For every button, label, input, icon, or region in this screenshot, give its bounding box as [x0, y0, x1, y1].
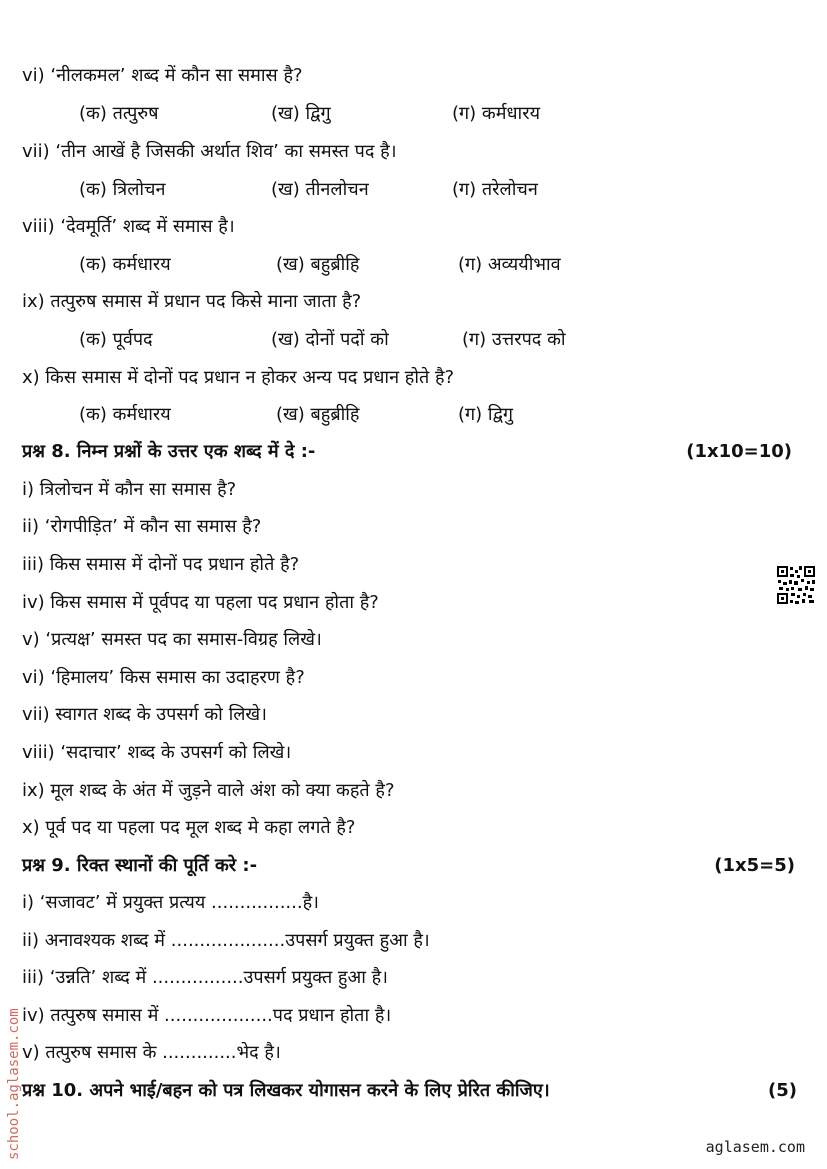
question-8-heading: प्रश्न 8. निम्न प्रश्नों के उत्तर एक शब्द में दे :- [22, 441, 316, 462]
option-ga: (ग) कर्मधारय [452, 103, 541, 124]
option-ka: (क) पूर्वपद [79, 329, 153, 350]
option-ka: (क) त्रिलोचन [79, 179, 166, 200]
q8-item-i: i) त्रिलोचन में कौन सा समास है? [22, 479, 237, 500]
question-10-marks: (5) [768, 1080, 797, 1101]
q8-item-x: x) पूर्व पद या पहला पद मूल शब्द मे कहा लगते है? [22, 817, 356, 838]
question-ix: ix) तत्पुरुष समास में प्रधान पद किसे माना जाता है? [22, 291, 362, 312]
q8-item-vi: vi) ‘हिमालय’ किस समास का उदाहरण है? [22, 667, 305, 688]
q8-item-iii: iii) किस समास में दोनों पद प्रधान होते है? [22, 554, 300, 575]
q9-item-iv: iv) तत्पुरुष समास में ...................पद प्रधान होता है। [22, 1005, 392, 1026]
option-ga: (ग) अव्ययीभाव [458, 254, 561, 275]
question-vii: vii) ‘तीन आखें है जिसकी अर्थात शिव’ का समस्त पद है। [22, 141, 397, 162]
option-kha: (ख) बहुब्रीहि [276, 404, 360, 425]
footer-watermark: aglasem.com [705, 1138, 805, 1156]
q8-item-viii: viii) ‘सदाचार’ शब्द के उपसर्ग को लिखे। [22, 742, 292, 763]
side-watermark [6, 960, 26, 1160]
q9-item-v: v) तत्पुरुष समास के .............भेद है। [22, 1042, 281, 1063]
q9-item-iii: iii) ‘उन्नति’ शब्द में ................उपसर्ग प्रयुक्त हुआ है। [22, 967, 388, 988]
question-viii: viii) ‘देवमूर्ति’ शब्द में समास है। [22, 216, 235, 237]
qr-code-icon [776, 565, 816, 605]
option-kha: (ख) तीनलोचन [271, 179, 369, 200]
q8-item-iv: iv) किस समास में पूर्वपद या पहला पद प्रधान होता है? [22, 592, 379, 613]
option-kha: (ख) द्विगु [271, 103, 331, 124]
q9-item-ii: ii) अनावश्यक शब्द में ....................उपसर्ग प्रयुक्त हुआ है। [22, 930, 430, 951]
option-ka: (क) कर्मधारय [79, 254, 171, 275]
option-ka: (क) तत्पुरुष [79, 103, 159, 124]
question-9-heading: प्रश्न 9. रिक्त स्थानों की पूर्ति करे :- [22, 855, 258, 876]
option-ga: (ग) द्विगु [458, 404, 514, 425]
option-kha: (ख) बहुब्रीहि [276, 254, 360, 275]
option-ga: (ग) तरेलोचन [452, 179, 538, 200]
q9-item-i: i) ‘सजावट’ में प्रयुक्त प्रत्यय ................है। [22, 892, 319, 913]
side-watermark-text: school.aglasem.com [6, 1008, 22, 1160]
q8-item-ii: ii) ‘रोगपीड़ित’ में कौन सा समास है? [22, 516, 262, 537]
q8-item-vii: vii) स्वागत शब्द के उपसर्ग को लिखे। [22, 704, 267, 725]
question-8-marks: (1x10=10) [686, 441, 792, 462]
q8-item-v: v) ‘प्रत्यक्ष’ समस्त पद का समास-विग्रह लिखे। [22, 629, 322, 650]
option-ga: (ग) उत्तरपद को [462, 329, 566, 350]
option-ka: (क) कर्मधारय [79, 404, 171, 425]
question-9-marks: (1x5=5) [714, 855, 795, 876]
q8-item-ix: ix) मूल शब्द के अंत में जुड़ने वाले अंश को क्या कहते है? [22, 780, 395, 801]
question-vi: vi) ‘नीलकमल’ शब्द में कौन सा समास है? [22, 65, 303, 86]
option-kha: (ख) दोनों पदों को [271, 329, 389, 350]
question-10-heading: प्रश्न 10. अपने भाई/बहन को पत्र लिखकर योगासन करने के लिए प्रेरित कीजिए। [22, 1080, 550, 1101]
question-x: x) किस समास में दोनों पद प्रधान न होकर अन्य पद प्रधान होते है? [22, 367, 455, 388]
